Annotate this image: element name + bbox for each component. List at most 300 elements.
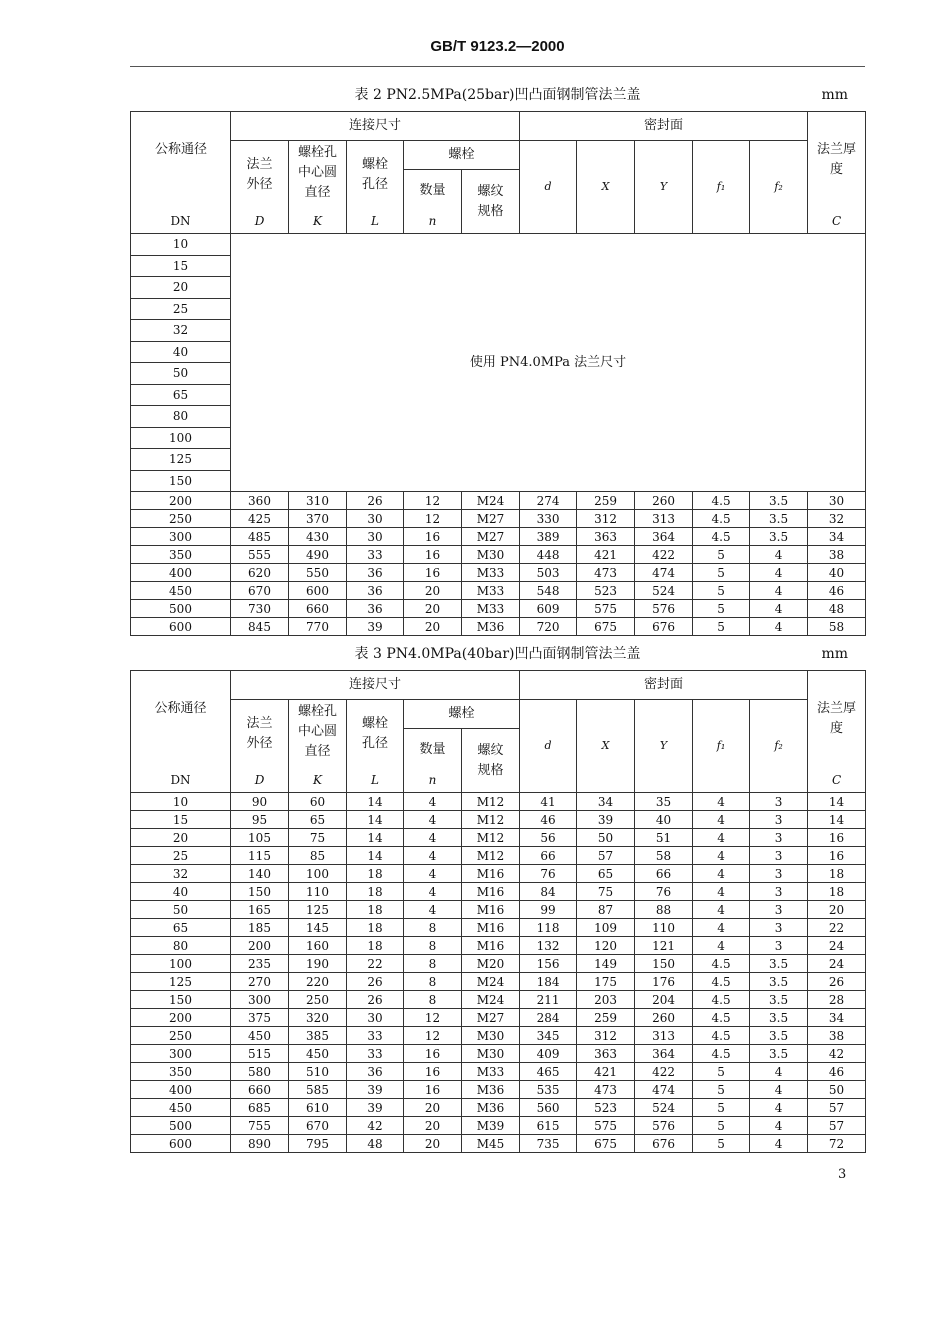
table-cell: 510 [289, 1063, 347, 1081]
head-x: X [577, 700, 635, 793]
dn-cell: 25 [131, 847, 231, 865]
table-cell: 34 [577, 793, 635, 811]
table-cell: 190 [289, 955, 347, 973]
table-cell: 845 [231, 618, 289, 636]
table-cell: 99 [520, 901, 577, 919]
table-cell: 40 [635, 811, 693, 829]
table-row [131, 811, 866, 829]
table-cell: 30 [347, 1009, 404, 1027]
table-cell: 4.5 [693, 1027, 750, 1045]
head-x: X [577, 141, 635, 234]
table-cell: 450 [289, 1045, 347, 1063]
head-flange-od: 法兰外径 D [231, 700, 289, 793]
table3-head [131, 671, 866, 793]
table-cell: 66 [635, 865, 693, 883]
table-cell: 14 [347, 811, 404, 829]
table-cell: 150 [635, 955, 693, 973]
table-cell: 46 [808, 582, 866, 600]
table-cell: 485 [231, 528, 289, 546]
table-cell: 36 [347, 582, 404, 600]
table-cell: M30 [462, 546, 520, 564]
table3-body [131, 793, 866, 1153]
table-cell: 88 [635, 901, 693, 919]
table-cell: 42 [808, 1045, 866, 1063]
table-row [131, 510, 866, 528]
page-header: GB/T 9123.2—2000 [430, 38, 565, 55]
head-bolt: 螺栓 [404, 141, 520, 170]
table-cell: 16 [808, 829, 866, 847]
table-cell: 41 [520, 793, 577, 811]
table-cell: 121 [635, 937, 693, 955]
table-cell: 260 [635, 492, 693, 510]
table-cell: 422 [635, 546, 693, 564]
table-cell: 313 [635, 1027, 693, 1045]
dn-cell: 15 [131, 811, 231, 829]
table-cell: M36 [462, 1099, 520, 1117]
table-cell: 39 [347, 1099, 404, 1117]
table-cell: 360 [231, 492, 289, 510]
dn-cell: 20 [131, 829, 231, 847]
table-cell: 375 [231, 1009, 289, 1027]
table-cell: 300 [231, 991, 289, 1009]
dn-cell: 200 [131, 1009, 231, 1027]
table-cell: 176 [635, 973, 693, 991]
table-cell: 4 [404, 865, 462, 883]
table-cell: 14 [347, 829, 404, 847]
table-cell: 4 [750, 546, 808, 564]
table-cell: 125 [289, 901, 347, 919]
table2-head [131, 112, 866, 234]
table-cell: 3 [750, 847, 808, 865]
table-cell: 26 [347, 973, 404, 991]
table-cell: 4 [404, 847, 462, 865]
table-cell: 730 [231, 600, 289, 618]
table-cell: 16 [404, 1063, 462, 1081]
table-cell: 8 [404, 937, 462, 955]
table-cell: 676 [635, 618, 693, 636]
table-cell: 755 [231, 1117, 289, 1135]
table-cell: M12 [462, 793, 520, 811]
table-cell: 385 [289, 1027, 347, 1045]
table-cell: 620 [231, 564, 289, 582]
table-cell: 16 [404, 1045, 462, 1063]
table-cell: 312 [577, 510, 635, 528]
table-cell: 660 [231, 1081, 289, 1099]
table-cell: 4 [693, 901, 750, 919]
table-row [131, 564, 866, 582]
table-cell: 5 [693, 1099, 750, 1117]
table-cell: 473 [577, 564, 635, 582]
table-cell: 26 [347, 492, 404, 510]
table-cell: 14 [347, 793, 404, 811]
head-f2: f₂ [750, 141, 808, 234]
head-nominal: 公称通径 DN [131, 112, 231, 234]
table-cell: 165 [231, 901, 289, 919]
table-cell: 22 [347, 955, 404, 973]
head-d: d [520, 700, 577, 793]
table-cell: 5 [693, 1063, 750, 1081]
dn-cell: 150 [131, 991, 231, 1009]
table-cell: 363 [577, 528, 635, 546]
table-cell: 425 [231, 510, 289, 528]
table2-body [131, 234, 866, 636]
table-cell: 39 [347, 618, 404, 636]
table2-title: 表 2 PN2.5MPa(25bar)凹凸面钢制管法兰盖 [354, 87, 641, 103]
table-cell: 259 [577, 492, 635, 510]
table-cell: 5 [693, 1135, 750, 1153]
table-cell: 26 [808, 973, 866, 991]
table-cell: M36 [462, 1081, 520, 1099]
dn-cell: 25 [131, 298, 231, 320]
table-cell: 473 [577, 1081, 635, 1099]
table-cell: 150 [231, 883, 289, 901]
head-qty: 数量 n [404, 170, 462, 234]
table-cell: 4 [693, 811, 750, 829]
table-cell: 20 [404, 582, 462, 600]
table-row [131, 1099, 866, 1117]
table-row [131, 937, 866, 955]
table-cell: 670 [289, 1117, 347, 1135]
head-connection: 连接尺寸 [231, 112, 520, 141]
table-cell: 8 [404, 991, 462, 1009]
table-cell: 115 [231, 847, 289, 865]
table-cell: 4 [750, 618, 808, 636]
dn-cell: 32 [131, 320, 231, 342]
table-cell: 330 [520, 510, 577, 528]
head-bolt-hole: 螺栓孔径 L [347, 141, 404, 234]
table-row [131, 600, 866, 618]
head-connection: 连接尺寸 [231, 671, 520, 700]
table-cell: 515 [231, 1045, 289, 1063]
table-cell: 4 [750, 582, 808, 600]
table-cell: 4 [693, 793, 750, 811]
table-cell: M27 [462, 1009, 520, 1027]
table-cell: 20 [404, 618, 462, 636]
table-cell: 46 [808, 1063, 866, 1081]
table-cell: 421 [577, 1063, 635, 1081]
table-cell: 14 [808, 793, 866, 811]
table-cell: 24 [808, 937, 866, 955]
table-cell: 65 [289, 811, 347, 829]
table-cell: 110 [289, 883, 347, 901]
table-cell: 4.5 [693, 955, 750, 973]
table-cell: M24 [462, 492, 520, 510]
table-cell: 109 [577, 919, 635, 937]
table-cell: 58 [635, 847, 693, 865]
dn-cell: 600 [131, 1135, 231, 1153]
table-cell: M24 [462, 973, 520, 991]
table-cell: 524 [635, 582, 693, 600]
table-cell: 409 [520, 1045, 577, 1063]
table-cell: 32 [808, 510, 866, 528]
table-cell: 110 [635, 919, 693, 937]
table-cell: 16 [404, 546, 462, 564]
table-cell: 575 [577, 600, 635, 618]
dn-cell: 40 [131, 341, 231, 363]
table-cell: 30 [347, 528, 404, 546]
table-cell: 3.5 [750, 955, 808, 973]
table-cell: 465 [520, 1063, 577, 1081]
table-cell: 66 [520, 847, 577, 865]
table-row [131, 901, 866, 919]
table-cell: 18 [808, 865, 866, 883]
table-cell: 389 [520, 528, 577, 546]
table-cell: M33 [462, 564, 520, 582]
table-cell: 33 [347, 1027, 404, 1045]
table-cell: 676 [635, 1135, 693, 1153]
head-thread: 螺纹规格 [462, 729, 520, 793]
table-cell: 235 [231, 955, 289, 973]
dn-cell: 15 [131, 255, 231, 277]
table-cell: 3 [750, 865, 808, 883]
table-cell: 430 [289, 528, 347, 546]
table-cell: 3.5 [750, 510, 808, 528]
head-y: Y [635, 141, 693, 234]
table-cell: 36 [347, 1063, 404, 1081]
page-number: 3 [838, 1167, 847, 1182]
table3-title: 表 3 PN4.0MPa(40bar)凹凸面钢制管法兰盖 [354, 646, 641, 662]
table-cell: 3 [750, 883, 808, 901]
table-cell: 149 [577, 955, 635, 973]
table-cell: 4 [693, 883, 750, 901]
table-cell: 20 [404, 1135, 462, 1153]
table3-unit: mm [821, 646, 848, 662]
table-cell: 18 [808, 883, 866, 901]
table-row [131, 883, 866, 901]
table-cell: 100 [289, 865, 347, 883]
table-cell: 3 [750, 919, 808, 937]
table-row [131, 1117, 866, 1135]
table-cell: 4 [693, 829, 750, 847]
table-cell: 3 [750, 937, 808, 955]
table3-caption [130, 644, 865, 664]
table-cell: M20 [462, 955, 520, 973]
table-cell: 8 [404, 919, 462, 937]
table-cell: 18 [347, 937, 404, 955]
table-cell: 548 [520, 582, 577, 600]
table-cell: M33 [462, 1063, 520, 1081]
table-cell: 57 [808, 1099, 866, 1117]
table-cell: 4.5 [693, 1045, 750, 1063]
table-cell: 76 [635, 883, 693, 901]
table-cell: 220 [289, 973, 347, 991]
table-cell: M16 [462, 865, 520, 883]
table-cell: 259 [577, 1009, 635, 1027]
table-cell: 3.5 [750, 1009, 808, 1027]
table-cell: 20 [404, 1117, 462, 1135]
dn-cell: 32 [131, 865, 231, 883]
table-cell: 175 [577, 973, 635, 991]
table-cell: 421 [577, 546, 635, 564]
table-row [131, 829, 866, 847]
table-cell: 3.5 [750, 1027, 808, 1045]
table-row [131, 847, 866, 865]
table-row [131, 1063, 866, 1081]
table-cell: 660 [289, 600, 347, 618]
table-cell: 58 [808, 618, 866, 636]
table-row [131, 234, 866, 256]
table-cell: 4 [404, 793, 462, 811]
table-cell: 156 [520, 955, 577, 973]
table-cell: 503 [520, 564, 577, 582]
table-cell: 160 [289, 937, 347, 955]
table-cell: 4 [750, 1081, 808, 1099]
table-cell: 735 [520, 1135, 577, 1153]
table-row [131, 793, 866, 811]
table-cell: 310 [289, 492, 347, 510]
table-cell: 448 [520, 546, 577, 564]
dn-cell: 400 [131, 564, 231, 582]
table-cell: 36 [347, 564, 404, 582]
table-row [131, 1081, 866, 1099]
table-cell: 3.5 [750, 1045, 808, 1063]
table-cell: 33 [347, 546, 404, 564]
table-cell: 40 [808, 564, 866, 582]
table-cell: 118 [520, 919, 577, 937]
table-cell: 20 [808, 901, 866, 919]
dn-cell: 10 [131, 234, 231, 256]
table-cell: 270 [231, 973, 289, 991]
table-cell: 576 [635, 1117, 693, 1135]
table-cell: 615 [520, 1117, 577, 1135]
table-cell: 4.5 [693, 492, 750, 510]
table-row [131, 1009, 866, 1027]
dn-cell: 350 [131, 546, 231, 564]
dn-cell: 600 [131, 618, 231, 636]
table-cell: 4 [750, 1117, 808, 1135]
table-cell: M24 [462, 991, 520, 1009]
table-cell: 42 [347, 1117, 404, 1135]
table-cell: 4 [750, 564, 808, 582]
table-cell: 20 [404, 1099, 462, 1117]
header-rule [130, 66, 865, 67]
table-row [131, 1135, 866, 1153]
table-cell: 5 [693, 564, 750, 582]
table-cell: 12 [404, 510, 462, 528]
head-sealing: 密封面 [520, 112, 808, 141]
table-cell: 50 [577, 829, 635, 847]
dn-cell: 65 [131, 919, 231, 937]
table-cell: M27 [462, 528, 520, 546]
table-cell: 26 [347, 991, 404, 1009]
table-cell: 90 [231, 793, 289, 811]
table-cell: 16 [404, 564, 462, 582]
table-cell: 422 [635, 1063, 693, 1081]
table-cell: 890 [231, 1135, 289, 1153]
dn-cell: 450 [131, 1099, 231, 1117]
table-cell: 18 [347, 919, 404, 937]
table-cell: 39 [347, 1081, 404, 1099]
table-row [131, 1027, 866, 1045]
table-cell: 363 [577, 1045, 635, 1063]
table-cell: 39 [577, 811, 635, 829]
dn-cell: 300 [131, 528, 231, 546]
table-cell: 4 [750, 1135, 808, 1153]
table-cell: 535 [520, 1081, 577, 1099]
head-y: Y [635, 700, 693, 793]
table-cell: 576 [635, 600, 693, 618]
table3 [130, 670, 866, 1153]
table-cell: 75 [577, 883, 635, 901]
table-cell: M36 [462, 618, 520, 636]
table-cell: 585 [289, 1081, 347, 1099]
table-cell: 4 [404, 829, 462, 847]
table-cell: 4 [750, 1099, 808, 1117]
dn-cell: 200 [131, 492, 231, 510]
table-cell: 4 [404, 811, 462, 829]
table-cell: 145 [289, 919, 347, 937]
table-cell: 18 [347, 901, 404, 919]
table-cell: 260 [635, 1009, 693, 1027]
table-cell: M39 [462, 1117, 520, 1135]
table-cell: 50 [808, 1081, 866, 1099]
dn-cell: 65 [131, 384, 231, 406]
table-cell: 85 [289, 847, 347, 865]
table-cell: 274 [520, 492, 577, 510]
table-cell: 60 [289, 793, 347, 811]
table-cell: 450 [231, 1027, 289, 1045]
table-cell: 523 [577, 582, 635, 600]
dn-cell: 250 [131, 510, 231, 528]
table-cell: 770 [289, 618, 347, 636]
table-cell: M12 [462, 811, 520, 829]
table-cell: 8 [404, 973, 462, 991]
head-bolt-hole: 螺栓孔径 L [347, 700, 404, 793]
table-cell: 33 [347, 1045, 404, 1063]
table-cell: 76 [520, 865, 577, 883]
table-row [131, 955, 866, 973]
table-cell: 720 [520, 618, 577, 636]
dn-cell: 80 [131, 937, 231, 955]
table-cell: 38 [808, 1027, 866, 1045]
table-cell: 5 [693, 600, 750, 618]
table-cell: 4.5 [693, 1009, 750, 1027]
table-cell: M30 [462, 1045, 520, 1063]
table-cell: 12 [404, 1009, 462, 1027]
table-cell: 12 [404, 492, 462, 510]
table-cell: 65 [577, 865, 635, 883]
table-cell: 4.5 [693, 973, 750, 991]
dn-cell: 50 [131, 363, 231, 385]
table-cell: 36 [347, 600, 404, 618]
table-row [131, 546, 866, 564]
table-cell: 46 [520, 811, 577, 829]
table-row [131, 492, 866, 510]
table-cell: 30 [808, 492, 866, 510]
table-cell: 48 [347, 1135, 404, 1153]
dn-cell: 400 [131, 1081, 231, 1099]
head-f1: f₁ [693, 700, 750, 793]
table-cell: 474 [635, 1081, 693, 1099]
table-cell: 3 [750, 829, 808, 847]
table-cell: 5 [693, 546, 750, 564]
head-qty: 数量 n [404, 729, 462, 793]
head-f1: f₁ [693, 141, 750, 234]
table-cell: 140 [231, 865, 289, 883]
table-cell: 87 [577, 901, 635, 919]
table-cell: 34 [808, 1009, 866, 1027]
table-cell: 3.5 [750, 528, 808, 546]
dn-cell: 500 [131, 600, 231, 618]
table-cell: 18 [347, 865, 404, 883]
table-cell: 685 [231, 1099, 289, 1117]
table-cell: 490 [289, 546, 347, 564]
table-cell: 4.5 [693, 991, 750, 1009]
dn-cell: 150 [131, 470, 231, 492]
head-bolt: 螺栓 [404, 700, 520, 729]
table-row [131, 582, 866, 600]
dn-cell: 500 [131, 1117, 231, 1135]
